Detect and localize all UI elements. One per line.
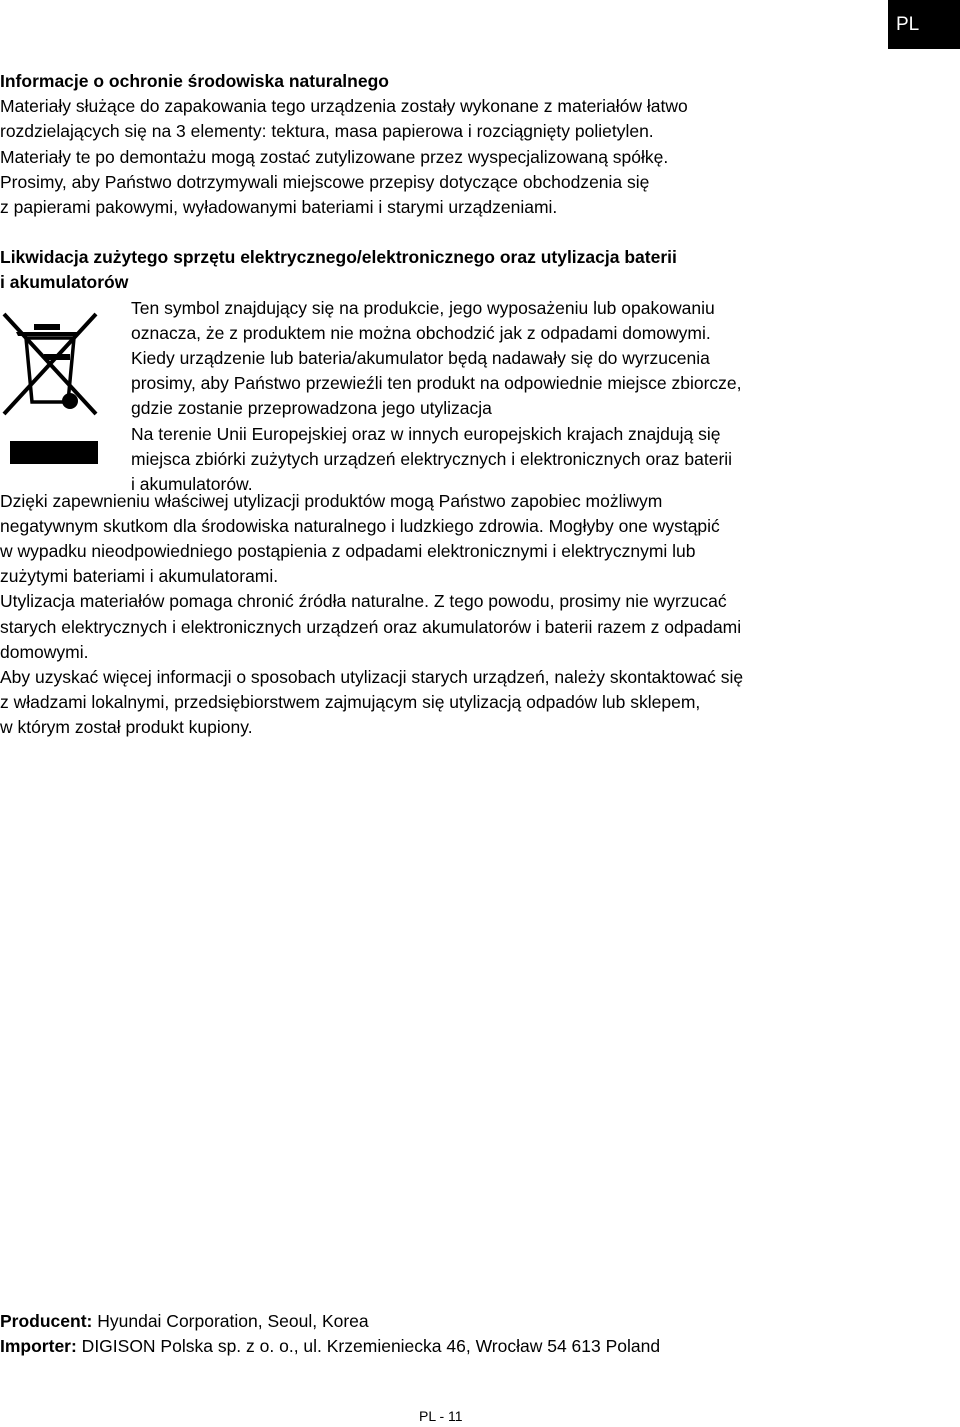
language-tab: PL [888, 0, 960, 49]
environment-section [0, 69, 900, 220]
disposal-heading: i akumulatorów [0, 272, 129, 293]
environment-line: z papierami pakowymi, wyładowanymi bateriami i starymi urządzeniami. [0, 197, 558, 218]
weee-line: Kiedy urządzenie lub bateria/akumulator będą nadawały się do wyrzucenia [131, 348, 710, 369]
environment-line: rozdzielających się na 3 elementy: tektura, masa papierowa i rozciągnięty polietylen. [0, 121, 654, 142]
environment-line: Prosimy, aby Państwo dotrzymywali miejscowe przepisy dotyczące obchodzenia się [0, 171, 650, 192]
disposal-line: zużytymi bateriami i akumulatorami. [0, 566, 279, 587]
environment-line: Materiały służące do zapakowania tego urządzenia zostały wykonane z materiałów łatwo [0, 96, 688, 117]
producer-label: Producent: [0, 1311, 93, 1331]
disposal-line: Utylizacja materiałów pomaga chronić źródła naturalne. Z tego powodu, prosimy nie wyrzucać [0, 591, 727, 612]
producer-line [0, 1309, 660, 1334]
weee-symbol-block [0, 296, 900, 495]
weee-line: Ten symbol znajdujący się na produkcie, jego wyposażeniu lub opakowaniu [131, 297, 715, 318]
page-number: PL - 11 [419, 1408, 463, 1424]
document-body [0, 69, 900, 741]
disposal-body [0, 489, 900, 741]
manufacturer-info [0, 1309, 660, 1359]
disposal-section [0, 245, 900, 740]
crossed-out-wheelie-bin-icon [0, 302, 100, 464]
environment-heading: Informacje o ochronie środowiska naturalnego [0, 71, 389, 91]
importer-line [0, 1334, 660, 1359]
disposal-line: Dzięki zapewnieniu właściwej utylizacji produktów mogą Państwo zapobiec możliwym [0, 490, 663, 511]
producer-value: Hyundai Corporation, Seoul, Korea [92, 1311, 369, 1331]
importer-value: DIGISON Polska sp. z o. o., ul. Krzemieniecka 46, Wrocław 54 613 Poland [76, 1336, 661, 1357]
disposal-line: w wypadku nieodpowiedniego postąpienia z odpadami elektronicznymi i elektrycznymi lub [0, 541, 696, 562]
disposal-line: Aby uzyskać więcej informacji o sposobach utylizacji starych urządzeń, należy skontaktować się [0, 667, 744, 688]
weee-description [131, 296, 891, 498]
disposal-line: z władzami lokalnymi, przedsiębiorstwem zajmującym się utylizacją odpadów lub sklepem, [0, 692, 701, 713]
weee-line: i akumulatorów. [131, 474, 253, 495]
importer-label: Importer: [0, 1336, 77, 1357]
disposal-heading: Likwidacja zużytego sprzętu elektrycznego/elektronicznego oraz utylizacja baterii [0, 247, 677, 268]
weee-line: oznacza, że z produktem nie można obchodzić jak z odpadami domowymi. [131, 322, 711, 343]
disposal-line: starych elektrycznych i elektronicznych urządzeń oraz akumulatorów i baterii razem z odpadami [0, 616, 742, 637]
disposal-line: w którym został produkt kupiony. [0, 717, 253, 738]
weee-line: Na terenie Unii Europejskiej oraz w innych europejskich krajach znajdują się [131, 423, 721, 444]
environment-line: Materiały te po demontażu mogą zostać zutylizowane przez wyspecjalizowaną spółkę. [0, 146, 669, 167]
disposal-line: negatywnym skutkom dla środowiska naturalnego i ludzkiego zdrowia. Mogłyby one wystąpić [0, 515, 720, 536]
weee-line: miejsca zbiórki zużytych urządzeń elektrycznych i elektronicznych oraz baterii [131, 448, 733, 469]
weee-line: gdzie zostanie przeprowadzona jego utylizacja [131, 398, 492, 419]
weee-line: prosimy, aby Państwo przewieźli ten produkt na odpowiednie miejsce zbiorcze, [131, 373, 742, 394]
disposal-line: domowymi. [0, 641, 89, 662]
